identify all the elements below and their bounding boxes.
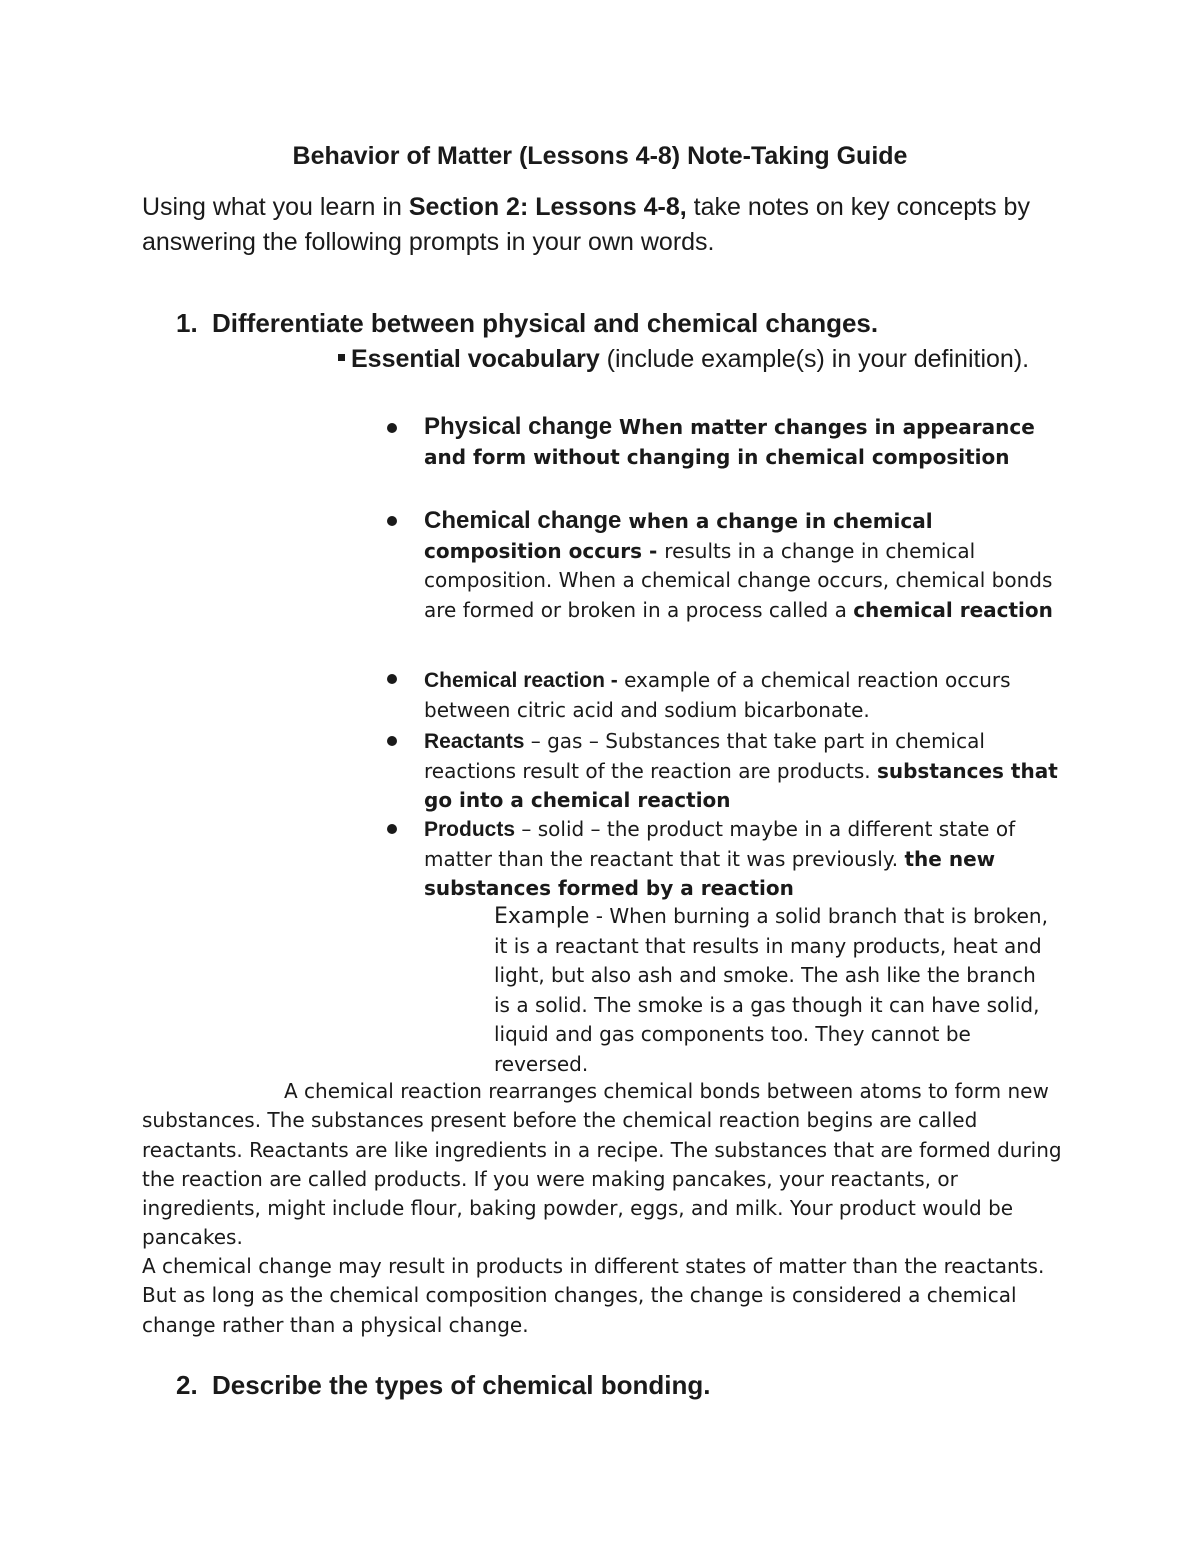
question-1-number: 1. (176, 308, 198, 338)
square-bullet-icon (338, 354, 345, 361)
bullet-icon (387, 736, 397, 746)
question-1-text: Differentiate between physical and chemical changes. (212, 308, 879, 338)
term-reactants: Reactants – gas – Substances that take part in chemical reactions result of the reaction are products. substances that go into a chemical reaction (424, 729, 1058, 812)
bullet-icon (387, 824, 397, 834)
term-chemical-reaction: Chemical reaction - example of a chemical reaction occurs between citric acid and sodium bicarbonate. (424, 668, 1011, 722)
paragraph-chemical-change: A chemical change may result in products in different states of matter than the reactants. But as long as the chemical composition changes, the change is considered a chemical change rather than a physical change. (142, 1254, 1045, 1337)
paragraph-reactions: A chemical reaction rearranges chemical bonds between atoms to form new substances. The substances present before the chemical reaction begins are called reactants. Reactants are like ingredients in a recipe. The substances that are formed during the reaction are called products. If you were making pancakes, your reactants, or ingredients, might include flour, baking powder, eggs, and milk. Your product would be pancakes. (142, 1079, 1062, 1250)
bullet-icon (387, 674, 397, 684)
question-2 (176, 1370, 710, 1401)
term-products: Products – solid – the product maybe in a different state of matter than the reactant that it was previously. the new substances formed by a reaction (424, 817, 1016, 900)
term-label: Chemical change (424, 507, 622, 534)
page-title: Behavior of Matter (Lessons 4-8) Note-Taking Guide (292, 142, 908, 170)
term-physical-change: Physical change When matter changes in appearance and form without changing in chemical composition (424, 413, 1035, 469)
intro-text: Using what you learn in Section 2: Lessons 4-8, take notes on key concepts by answering the following prompts in your own words. (142, 193, 1030, 256)
vocabulary-label: Essential vocabulary (351, 345, 600, 373)
example-text: Example - When burning a solid branch that is broken, it is a reactant that results in many products, heat and light, but also ash and smoke. The ash like the branch is a solid. The smoke is a gas though it can have solid, liquid and gas components too. They cannot be reversed. (494, 904, 1048, 1076)
question-2-text: Describe the types of chemical bonding. (212, 1370, 711, 1400)
term-label: Reactants (424, 730, 525, 753)
example-label: Example (494, 904, 590, 929)
term-label: Chemical reaction - (424, 669, 618, 692)
question-1 (176, 308, 878, 339)
bullet-icon (387, 516, 397, 526)
term-label: Physical change (424, 413, 613, 440)
bullet-icon (387, 423, 397, 433)
term-label: Products (424, 818, 516, 841)
intro-section-reference: Section 2: Lessons 4-8, (408, 193, 687, 221)
term-chemical-change: Chemical change when a change in chemical composition occurs - results in a change in chemical composition. When a chemical change occurs, chemical bonds are formed or broken in a process called a chemical reaction (424, 507, 1053, 622)
vocabulary-instructions: (include example(s) in your definition). (599, 345, 1030, 373)
question-2-number: 2. (176, 1370, 198, 1400)
vocabulary-heading (338, 343, 1038, 376)
